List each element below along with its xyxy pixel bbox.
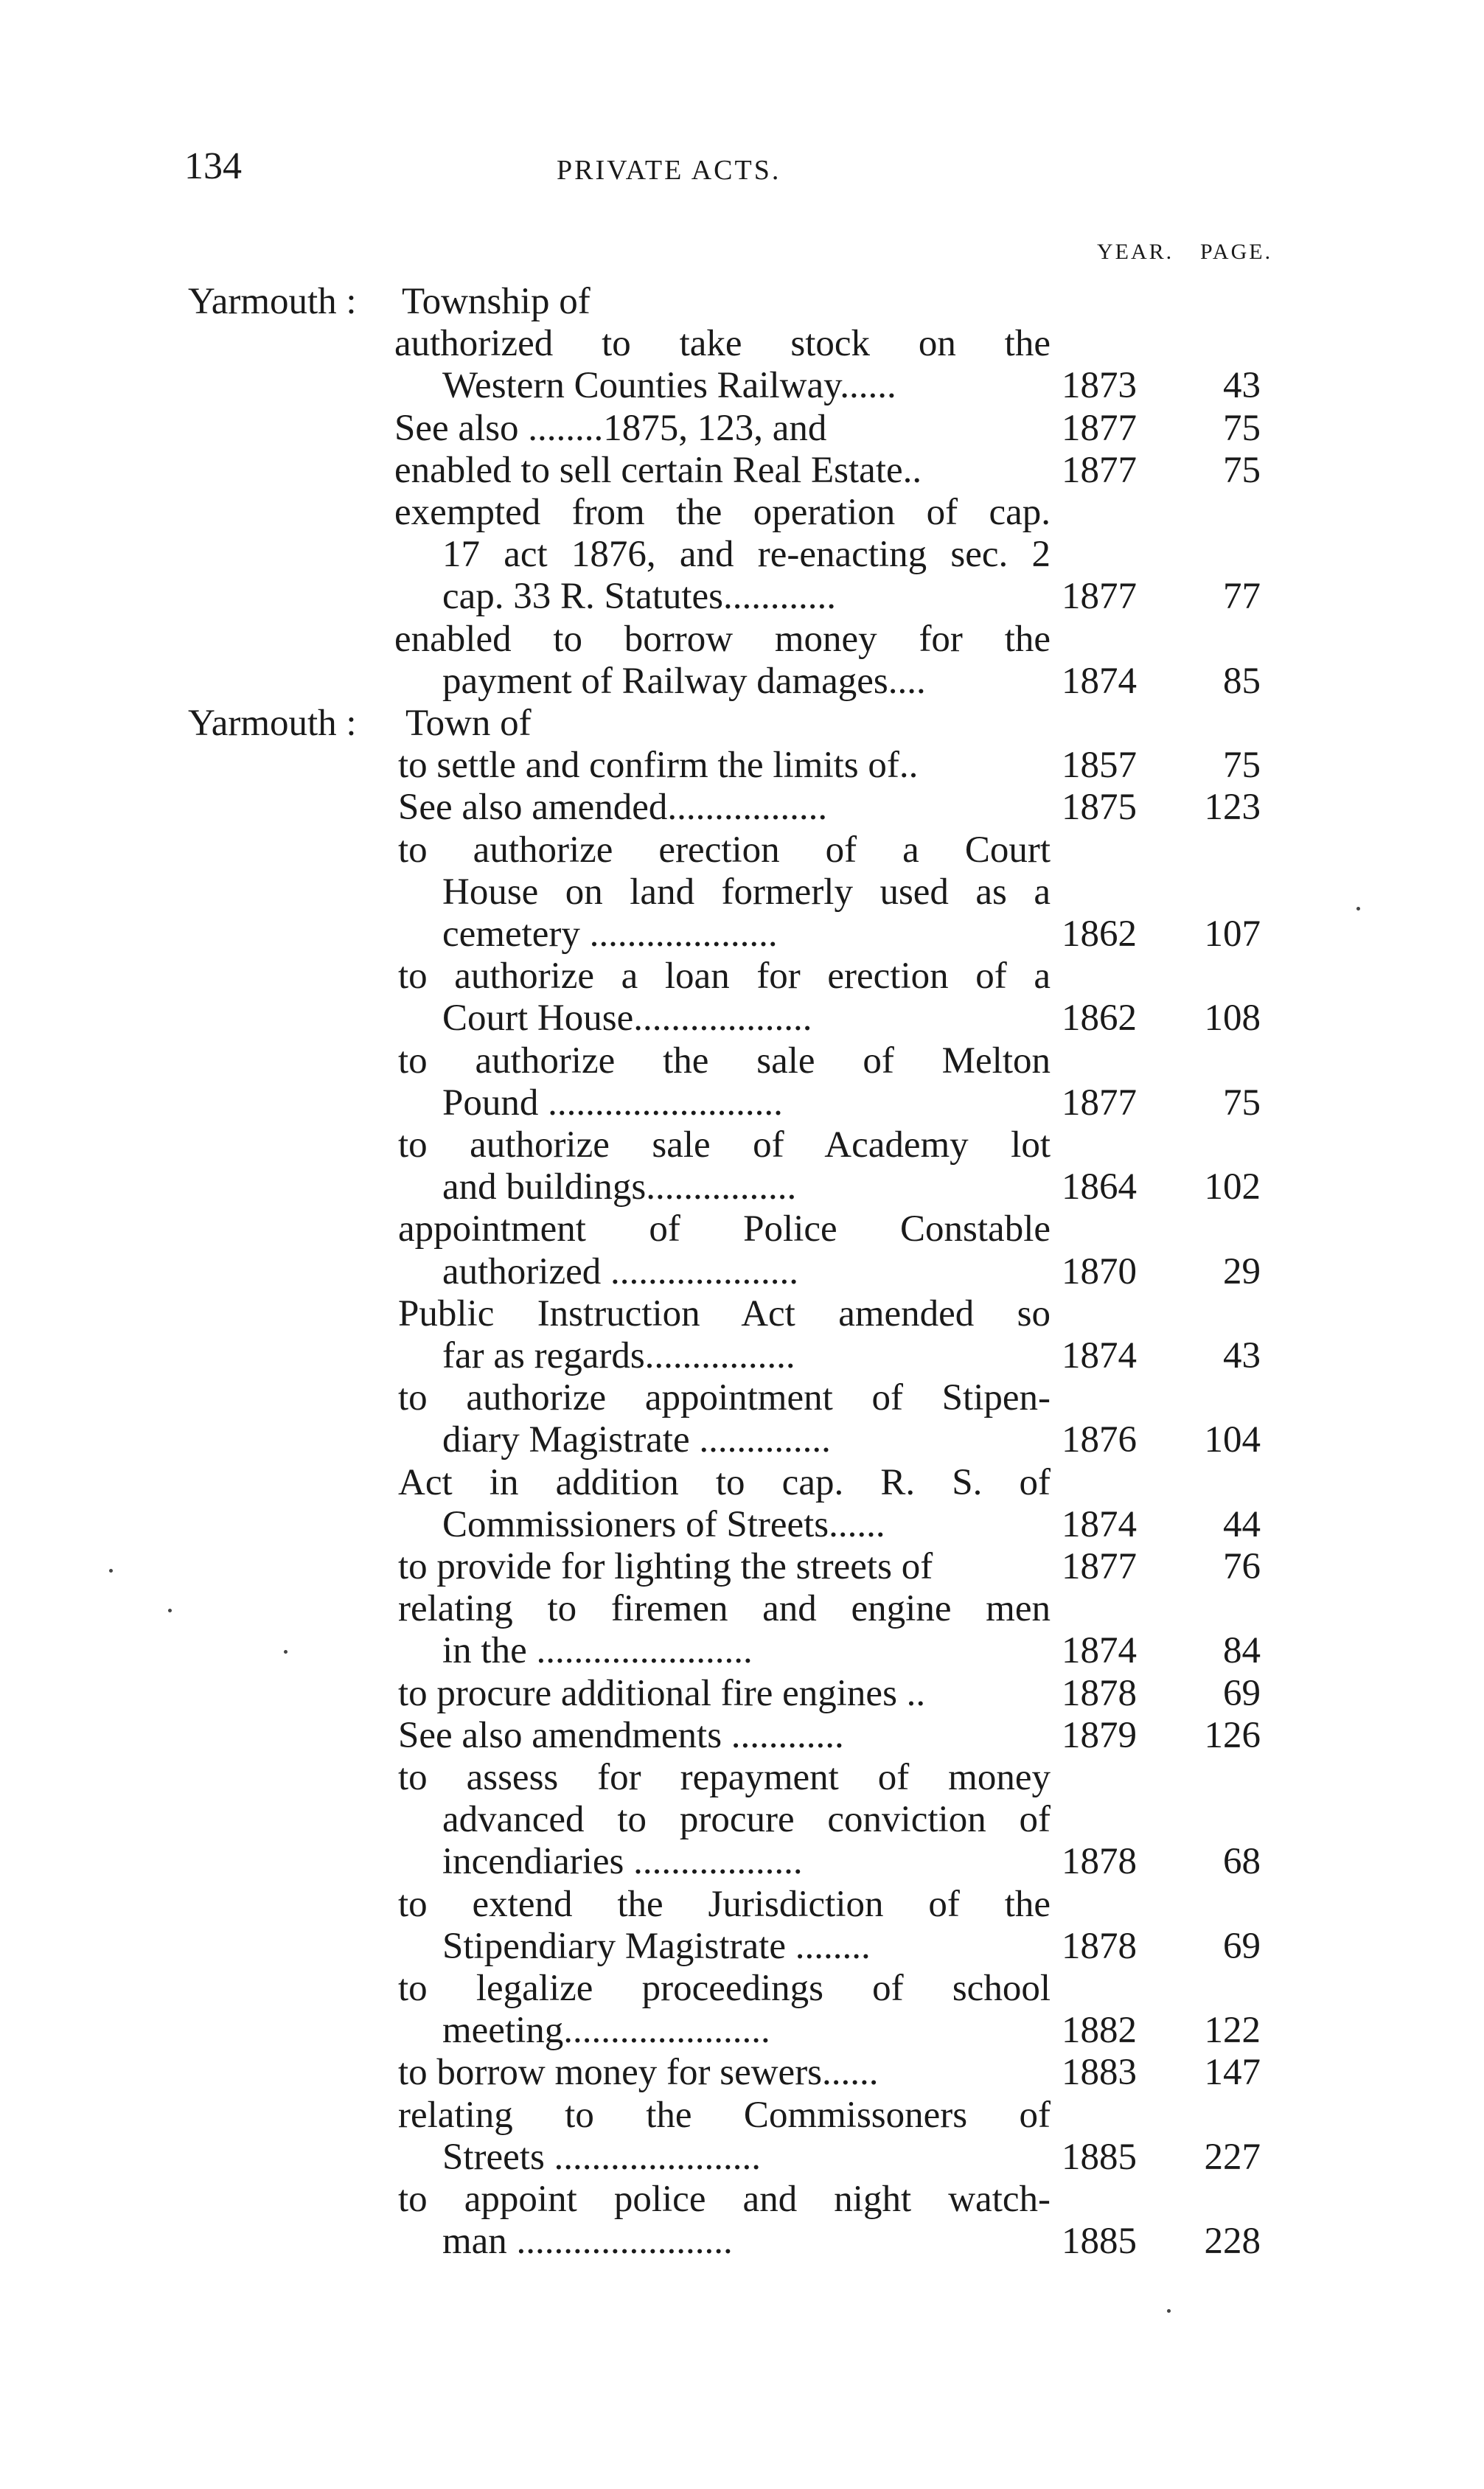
print-speck <box>1356 907 1360 911</box>
index-line <box>0 1672 1484 1715</box>
index-line <box>0 660 1484 703</box>
entry-text: 17 act 1876, and re-enacting sec. 2 <box>442 534 1051 576</box>
entry-page: 43 <box>1223 365 1261 407</box>
entry-text: advanced to procure conviction of <box>442 1799 1051 1841</box>
index-line <box>0 744 1484 787</box>
entry-text: man ....................... <box>442 2221 733 2263</box>
entry-text: to authorize a loan for erection of a <box>398 955 1051 998</box>
entry-year: 1877 <box>1062 1082 1137 1124</box>
index-line <box>0 1714 1484 1757</box>
index-line <box>0 364 1484 407</box>
entry-year: 1874 <box>1062 1503 1137 1545</box>
page-column-header: PAGE. <box>1200 240 1273 264</box>
entry-year: 1882 <box>1062 2010 1137 2052</box>
entry-text: Streets ...................... <box>442 2136 762 2178</box>
entry-text: enabled to borrow money for the <box>394 618 1051 660</box>
entry-page: 228 <box>1204 2221 1261 2263</box>
index-line <box>0 2094 1484 2137</box>
entry-text: Stipendiary Magistrate ........ <box>442 1925 871 1967</box>
index-line <box>0 1040 1484 1082</box>
entry-text: House on land formerly used as a <box>442 871 1051 913</box>
index-line <box>0 1629 1484 1672</box>
index-line <box>0 829 1484 871</box>
entry-page: 29 <box>1223 1250 1261 1292</box>
entry-page: 227 <box>1204 2136 1261 2178</box>
index-line <box>0 871 1484 913</box>
index-line <box>0 1124 1484 1166</box>
entry-year: 1878 <box>1062 1672 1137 1714</box>
entry-year: 1862 <box>1062 998 1137 1040</box>
entry-text: incendiaries .................. <box>442 1841 803 1883</box>
index-line <box>0 913 1484 955</box>
entry-page: 122 <box>1204 2010 1261 2052</box>
entry-text: relating to firemen and engine men <box>398 1588 1051 1630</box>
entry-page: 75 <box>1223 407 1261 449</box>
index-line <box>0 1587 1484 1630</box>
index-line <box>0 2220 1484 2263</box>
entry-page: 69 <box>1223 1925 1261 1967</box>
entry-text: See also amended................. <box>398 787 828 829</box>
index-line <box>0 533 1484 576</box>
index-line <box>0 1883 1484 1926</box>
entry-text: authorized .................... <box>442 1250 798 1292</box>
index-line <box>0 449 1484 492</box>
year-column-header: YEAR. <box>1097 240 1174 264</box>
section-subheading: Town of <box>405 703 532 744</box>
print-speck <box>168 1609 172 1612</box>
entry-text: to appoint police and night watch- <box>398 2179 1051 2220</box>
section-heading <box>0 702 1484 745</box>
entry-page: 75 <box>1223 449 1261 491</box>
entry-year: 1877 <box>1062 1546 1137 1587</box>
entry-text: payment of Railway damages.... <box>442 660 926 702</box>
entry-text: cemetery .................... <box>442 913 778 955</box>
running-title: PRIVATE ACTS. <box>557 155 781 186</box>
entry-text: to authorize sale of Academy lot <box>398 1124 1051 1166</box>
index-line <box>0 955 1484 998</box>
entry-text: and buildings................ <box>442 1166 797 1208</box>
index-line <box>0 1925 1484 1968</box>
entry-year: 1876 <box>1062 1419 1137 1461</box>
entry-text: authorized to take stock on the <box>394 323 1051 365</box>
index-line <box>0 618 1484 661</box>
entry-page: 69 <box>1223 1672 1261 1714</box>
entry-page: 84 <box>1223 1630 1261 1672</box>
entry-page: 75 <box>1223 745 1261 787</box>
index-line <box>0 1250 1484 1293</box>
entry-page: 104 <box>1204 1419 1261 1461</box>
entry-year: 1874 <box>1062 1335 1137 1376</box>
entry-page: 126 <box>1204 1714 1261 1756</box>
entry-year: 1878 <box>1062 1841 1137 1883</box>
section-place-name: Yarmouth : <box>188 281 357 322</box>
index-line <box>0 1334 1484 1377</box>
index-line <box>0 575 1484 618</box>
entry-text: to extend the Jurisdiction of the <box>398 1883 1051 1925</box>
entry-text: to authorize erection of a Court <box>398 829 1051 871</box>
entry-page: 107 <box>1204 913 1261 955</box>
index-line <box>0 1376 1484 1419</box>
entry-text: Pound ......................... <box>442 1082 783 1124</box>
entry-text: See also amendments ............ <box>398 1714 844 1756</box>
entry-year: 1878 <box>1062 1925 1137 1967</box>
index-line <box>0 2178 1484 2221</box>
entry-page: 147 <box>1204 2052 1261 2094</box>
entry-text: See also ........1875, 123, and <box>394 407 827 449</box>
index-line <box>0 1840 1484 1883</box>
entry-year: 1864 <box>1062 1166 1137 1208</box>
entry-page: 44 <box>1223 1503 1261 1545</box>
entry-year: 1879 <box>1062 1714 1137 1756</box>
entry-text: to settle and confirm the limits of.. <box>398 745 919 787</box>
entry-text: relating to the Commissoners of <box>398 2094 1051 2136</box>
index-line <box>0 1503 1484 1546</box>
entry-year: 1874 <box>1062 1630 1137 1672</box>
index-line <box>0 1756 1484 1799</box>
entry-text: Western Counties Railway...... <box>442 365 896 407</box>
entry-text: diary Magistrate .............. <box>442 1419 831 1461</box>
entry-text: in the ....................... <box>442 1630 753 1672</box>
entry-year: 1874 <box>1062 660 1137 702</box>
entry-text: Public Instruction Act amended so <box>398 1292 1051 1334</box>
entry-page: 68 <box>1223 1841 1261 1883</box>
entry-text: Act in addition to cap. R. S. of <box>398 1461 1051 1503</box>
entry-page: 102 <box>1204 1166 1261 1208</box>
entry-text: to assess for repayment of money <box>398 1757 1051 1798</box>
entry-text: meeting...................... <box>442 2010 770 2052</box>
print-speck <box>109 1569 113 1573</box>
entry-year: 1875 <box>1062 787 1137 829</box>
entry-text: appointment of Police Constable <box>398 1208 1051 1250</box>
entry-text: enabled to sell certain Real Estate.. <box>394 449 922 491</box>
index-line <box>0 1798 1484 1841</box>
index-line <box>0 322 1484 365</box>
entry-text: to borrow money for sewers...... <box>398 2052 879 2094</box>
index-line <box>0 1967 1484 2010</box>
entry-page: 43 <box>1223 1335 1261 1376</box>
entry-page: 77 <box>1223 576 1261 618</box>
index-line <box>0 1082 1484 1124</box>
page-number: 134 <box>184 145 242 187</box>
section-subheading: Township of <box>402 281 591 322</box>
entry-year: 1870 <box>1062 1250 1137 1292</box>
entry-year: 1885 <box>1062 2221 1137 2263</box>
print-speck <box>284 1650 288 1654</box>
index-line <box>0 2009 1484 2052</box>
entry-year: 1877 <box>1062 407 1137 449</box>
entry-text: to authorize appointment of Stipen- <box>398 1377 1051 1419</box>
entry-page: 85 <box>1223 660 1261 702</box>
entry-text: to procure additional fire engines .. <box>398 1672 926 1714</box>
entry-year: 1857 <box>1062 745 1137 787</box>
entry-text: far as regards................ <box>442 1335 795 1376</box>
index-line <box>0 997 1484 1040</box>
entry-page: 75 <box>1223 1082 1261 1124</box>
index-line <box>0 1545 1484 1588</box>
entry-page: 123 <box>1204 787 1261 829</box>
index-line <box>0 1208 1484 1250</box>
section-heading <box>0 280 1484 323</box>
entry-text: to authorize the sale of Melton <box>398 1040 1051 1082</box>
entry-year: 1877 <box>1062 576 1137 618</box>
entry-text: exempted from the operation of cap. <box>394 492 1051 533</box>
index-line <box>0 1292 1484 1335</box>
index-line <box>0 491 1484 534</box>
entry-year: 1877 <box>1062 449 1137 491</box>
section-place-name: Yarmouth : <box>188 703 357 744</box>
entry-year: 1883 <box>1062 2052 1137 2094</box>
index-line <box>0 2051 1484 2094</box>
entry-year: 1885 <box>1062 2136 1137 2178</box>
index-line <box>0 1418 1484 1461</box>
index-line <box>0 407 1484 450</box>
entry-text: cap. 33 R. Statutes............ <box>442 576 837 618</box>
entry-year: 1873 <box>1062 365 1137 407</box>
entry-text: Commissioners of Streets...... <box>442 1503 885 1545</box>
entry-page: 76 <box>1223 1546 1261 1587</box>
index-line <box>0 786 1484 829</box>
print-speck <box>1167 2309 1171 2313</box>
entry-text: to legalize proceedings of school <box>398 1968 1051 2009</box>
entry-year: 1862 <box>1062 913 1137 955</box>
entry-page: 108 <box>1204 998 1261 1040</box>
index-line <box>0 1166 1484 1208</box>
entry-text: Court House................... <box>442 998 812 1040</box>
index-line <box>0 2136 1484 2179</box>
index-line <box>0 1461 1484 1504</box>
entry-text: to provide for lighting the streets of <box>398 1546 933 1587</box>
